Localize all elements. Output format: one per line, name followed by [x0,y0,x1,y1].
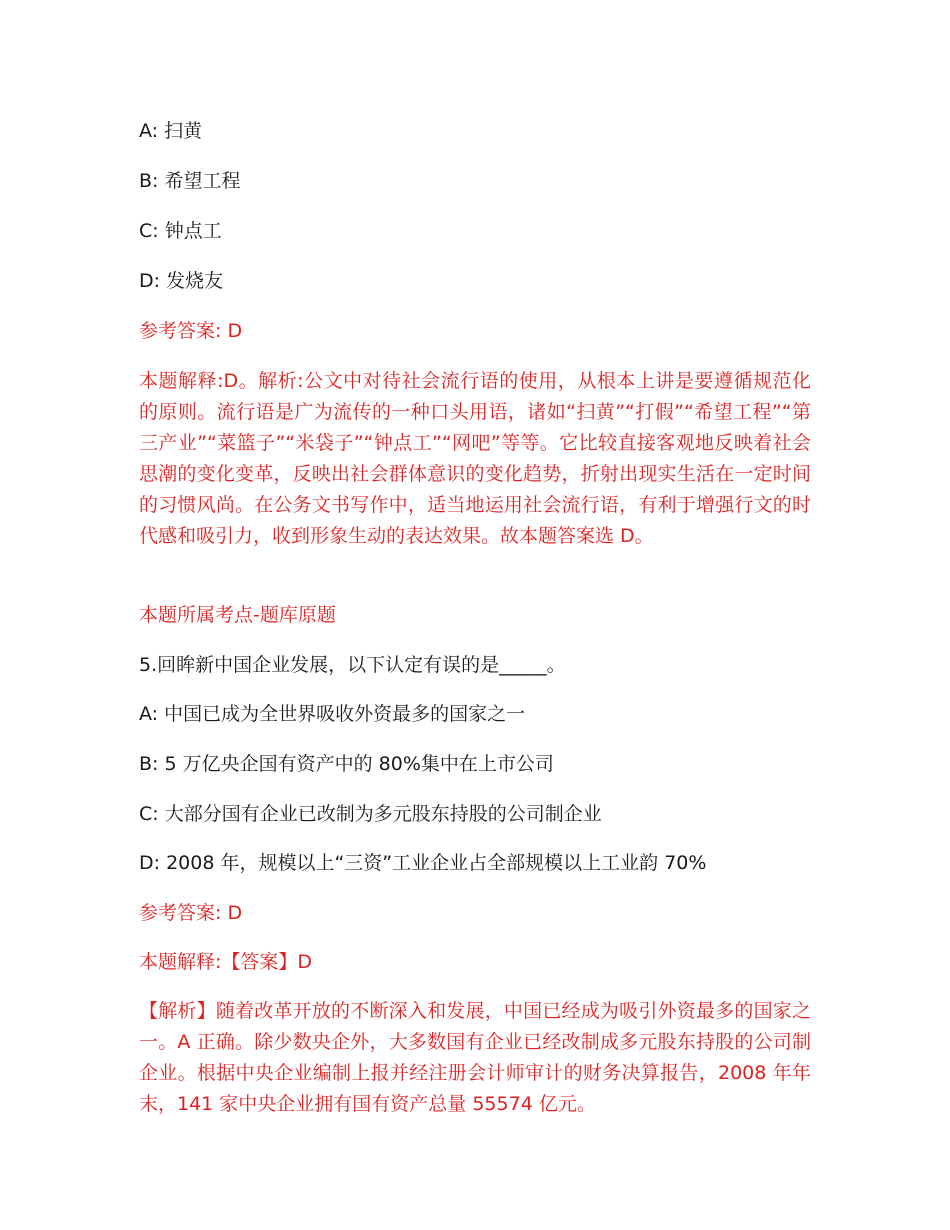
q5-option-a: A: 中国已成为全世界吸收外资最多的国家之一 [139,703,526,725]
q4-option-c: C: 钟点工 [139,220,222,242]
q5-question: 5.回眸新中国企业发展，以下认定有误的是_____。 [139,654,566,676]
q5-reference-answer: 参考答案: D [139,902,243,924]
q4-option-b: B: 希望工程 [139,170,241,192]
q4-option-d: D: 发烧友 [139,270,224,292]
q5-option-d: D: 2008 年，规模以上“三资”工业企业占全部规模以上工业韵 70% [139,852,707,874]
q5-option-b: B: 5 万亿央企国有资产中的 80%集中在上市公司 [139,753,554,775]
q4-option-a: A: 扫黄 [139,120,203,142]
q5-option-c: C: 大部分国有企业已改制为多元股东持股的公司制企业 [139,803,602,825]
q4-topic: 本题所属考点-题库原题 [139,604,336,626]
q5-explanation: 【解析】随着改革开放的不断深入和发展，中国已经成为吸引外资最多的国家之一。A 正确。除少数央企外，大多数国有企业已经改制成多元股东持股的公司制企业。根据中央企业编制上报并经注册会计师审计的财务决算报告，2008 年年末，141 家中央企业拥有国有资产总量 55574 亿元。 [139,1000,811,1115]
q5-explanation-heading: 本题解释:【答案】D [139,951,313,973]
q4-reference-answer: 参考答案: D [139,320,243,342]
q4-explanation: 本题解释:D。解析:公文中对待社会流行语的使用，从根本上讲是要遵循规范化的原则。流行语是广为流传的一种口头用语，诸如“扫黄”“打假”“希望工程”“第三产业”“菜篮子”“米袋子”“钟点工”“网吧”等等。它比较直接客观地反映着社会思潮的变化变革，反映出社会群体意识的变化趋势，折射出现实生活在一定时间的习惯风尚。在公务文书写作中，适当地运用社会流行语，有利于增强行文的时代感和吸引力，收到形象生动的表达效果。故本题答案选 D。 [139,370,811,547]
